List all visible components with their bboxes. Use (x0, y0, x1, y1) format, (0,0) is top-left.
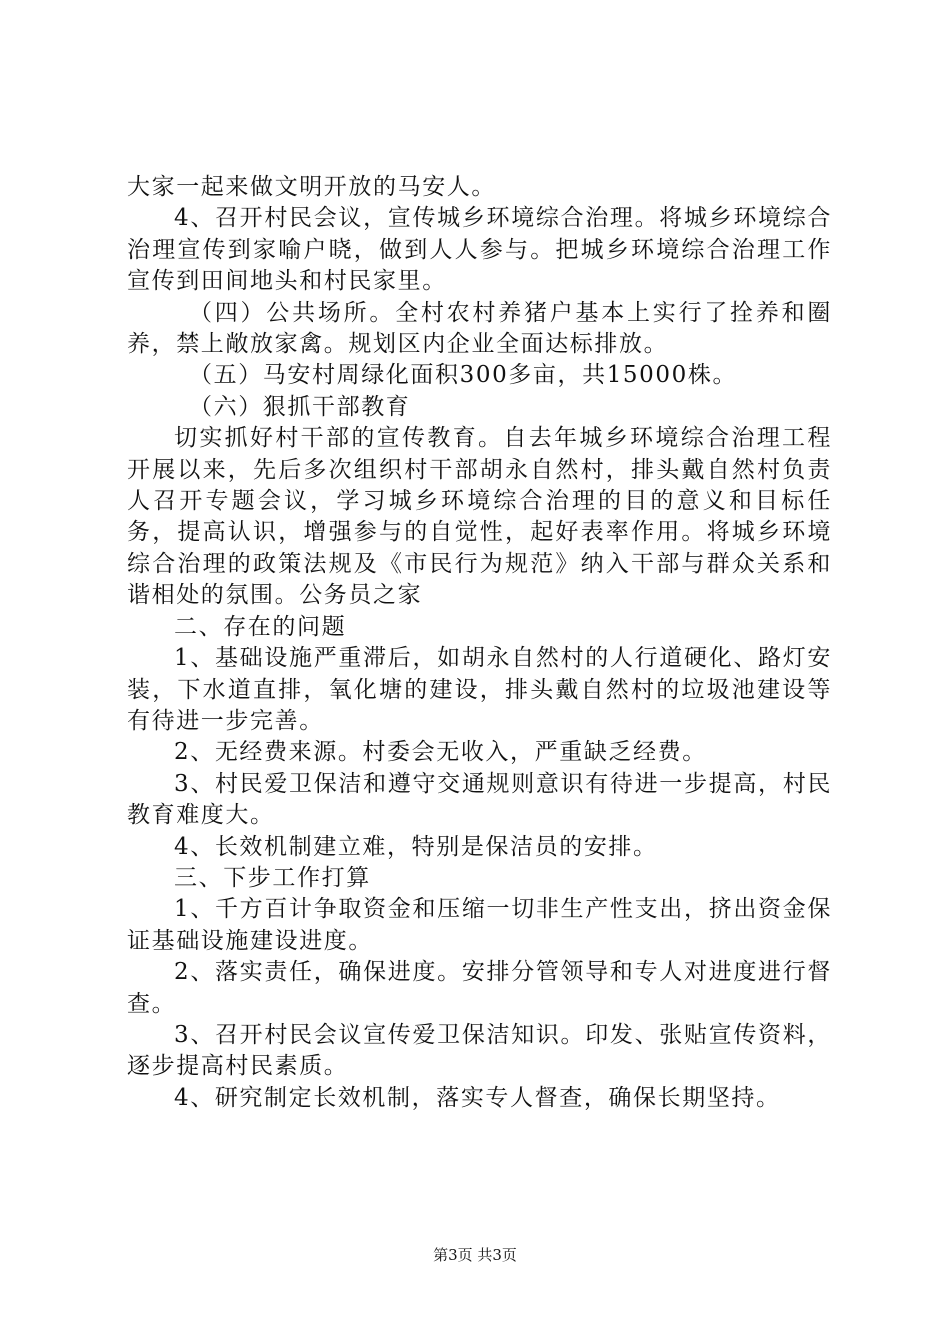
paragraph-public-places: （四）公共场所。全村农村养猪户基本上实行了拴养和圈养，禁上敞放家禽。规划区内企业全面达标排放。 (127, 299, 832, 358)
paragraph-problem-1: 1、基础设施严重滞后，如胡永自然村的人行道硬化、路灯安装，下水道直排，氧化塘的建设，排头戴自然村的垃圾池建设等有待进一步完善。 (127, 645, 832, 734)
section-heading-cadre-education: （六）狠抓干部教育 (189, 393, 411, 420)
section-heading-problems: 二、存在的问题 (174, 613, 347, 640)
section-heading-next-steps: 三、下步工作打算 (174, 864, 371, 891)
paragraph-item-4-meeting: 4、召开村民会议，宣传城乡环境综合治理。将城乡环境综合治理宣传到家喻户晓，做到人人参与。把城乡环境综合治理工作宣传到田间地头和村民家里。 (127, 205, 832, 295)
paragraph-continuation: 大家一起来做文明开放的马安人。 (127, 174, 496, 200)
document-body (127, 172, 832, 1114)
paragraph-problem-4: 4、长效机制建立难，特别是保洁员的安排。 (174, 833, 658, 860)
paragraph-plan-2: 2、落实责任，确保进度。安排分管领导和专人对进度进行督查。 (127, 959, 832, 1017)
page-footer: 第3页 共3页 (433, 1246, 517, 1264)
paragraph-problem-3: 3、村民爱卫保洁和遵守交通规则意识有待进一步提高，村民教育难度大。 (127, 770, 832, 829)
paragraph-cadre-education: 切实抓好村干部的宣传教育。自去年城乡环境综合治理工程开展以来，先后多次组织村干部胡永自然村，排头戴自然村负责人召开专题会议，学习城乡环境综合治理的目的意义和目标任务，提高认识，增强参与的自觉性，起好表率作用。将城乡环境综合治理的政策法规及《市民行为规范》纳入干部与群众关系和谐相处的氛围。公务员之家 (127, 425, 832, 609)
paragraph-problem-2: 2、无经费来源。村委会无收入，严重缺乏经费。 (174, 739, 707, 766)
paragraph-greening: （五）马安村周绿化面积300多亩，共15000株。 (189, 362, 738, 389)
paragraph-plan-1: 1、千方百计争取资金和压缩一切非生产性支出，挤出资金保证基础设施建设进度。 (127, 896, 832, 954)
paragraph-plan-3: 3、召开村民会议宣传爱卫保洁知识。印发、张贴宣传资料，逐步提高村民素质。 (127, 1021, 832, 1080)
paragraph-plan-4: 4、研究制定长效机制，落实专人督查，确保长期坚持。 (174, 1084, 781, 1111)
